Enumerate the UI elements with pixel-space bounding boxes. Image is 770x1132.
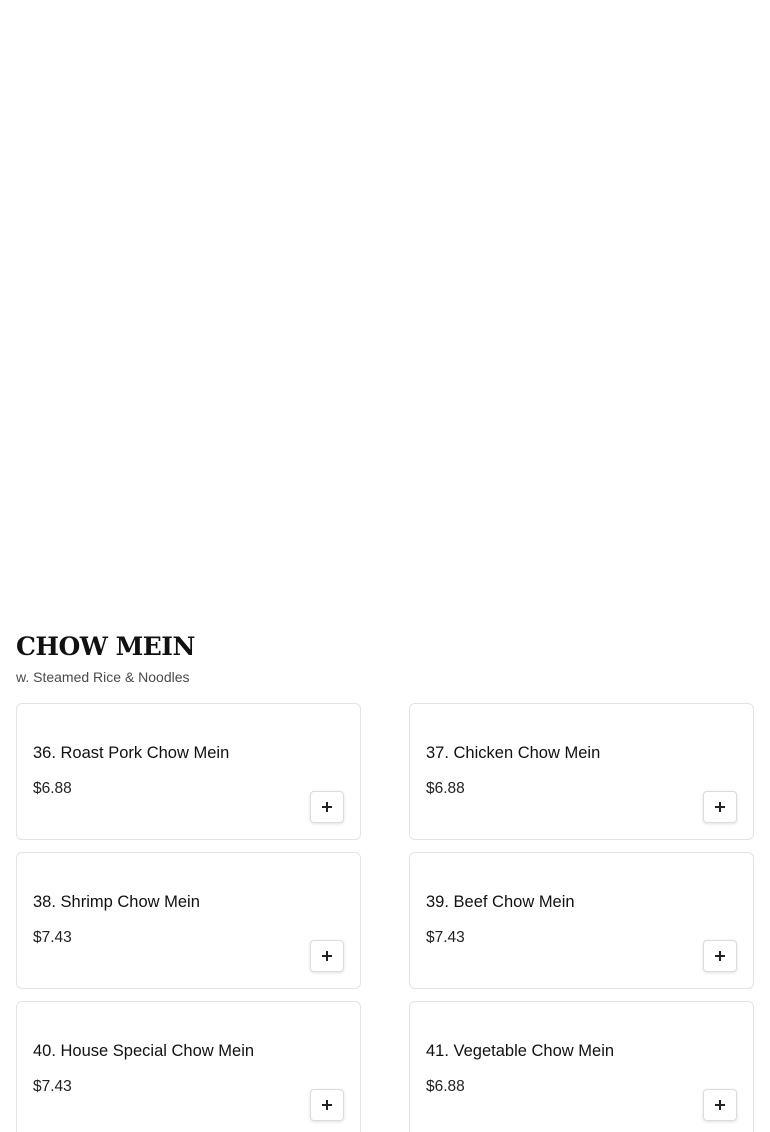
menu-item-name: 40. House Special Chow Mein [33, 1042, 255, 1060]
menu-item-price: $6.88 [426, 1078, 465, 1095]
add-to-cart-button[interactable] [703, 940, 737, 972]
section-subtitle: w. Steamed Rice & Noodles [16, 669, 190, 685]
add-to-cart-button[interactable] [310, 940, 344, 972]
menu-item-price: $7.43 [33, 1078, 72, 1095]
menu-item-card[interactable] [409, 1001, 754, 1132]
menu-item-name: 36. Roast Pork Chow Mein [33, 744, 230, 762]
menu-item-price: $6.88 [33, 780, 72, 797]
add-to-cart-button[interactable] [703, 791, 737, 823]
menu-item-card[interactable] [409, 703, 754, 840]
menu-item-name: 39. Beef Chow Mein [426, 893, 575, 911]
plus-icon [322, 951, 332, 961]
menu-item-price: $7.43 [33, 929, 72, 946]
section-header [16, 630, 754, 686]
section-title: CHOW MEIN [16, 632, 195, 661]
menu-item-name: 38. Shrimp Chow Mein [33, 893, 200, 911]
menu-item-card[interactable] [16, 852, 361, 989]
menu-item-card[interactable] [409, 852, 754, 989]
add-to-cart-button[interactable] [703, 1089, 737, 1121]
menu-item-card[interactable] [16, 703, 361, 840]
add-to-cart-button[interactable] [310, 791, 344, 823]
add-to-cart-button[interactable] [310, 1089, 344, 1121]
plus-icon [715, 1100, 725, 1110]
plus-icon [322, 1100, 332, 1110]
menu-item-card[interactable] [16, 1001, 361, 1132]
plus-icon [715, 802, 725, 812]
menu-item-price: $7.43 [426, 929, 465, 946]
plus-icon [322, 802, 332, 812]
menu-item-name: 37. Chicken Chow Mein [426, 744, 601, 762]
plus-icon [715, 951, 725, 961]
menu-items-grid [16, 703, 754, 1132]
menu-item-name: 41. Vegetable Chow Mein [426, 1042, 615, 1060]
menu-item-price: $6.88 [426, 780, 465, 797]
